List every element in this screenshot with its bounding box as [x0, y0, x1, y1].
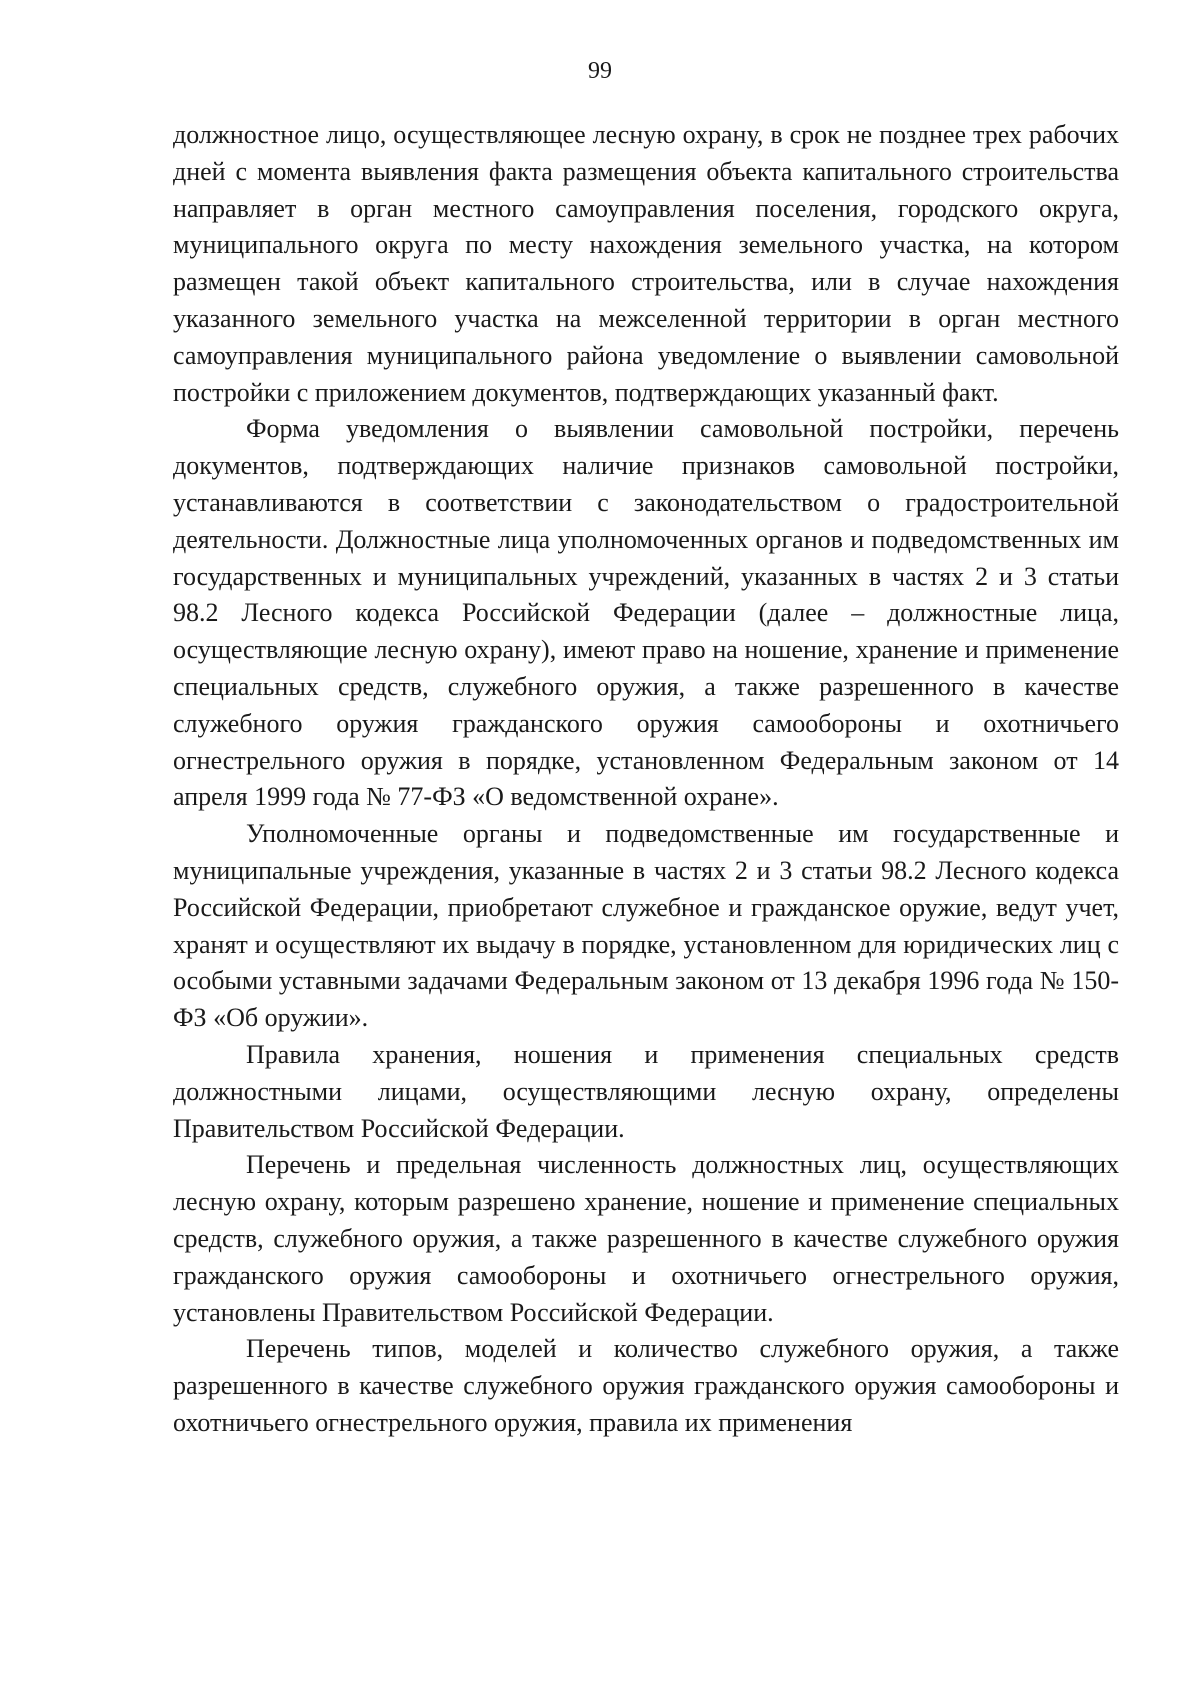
- paragraph-1: должностное лицо, осуществляющее лесную охрану, в срок не позднее трех рабочих дней с момента выявления факта размещения объекта капитального строительства направляет в орган местного самоуправления поселения, городского округа, муниципального округа по месту нахождения земельного участка, на котором размещен такой объект капитального строительства, или в случае нахождения указанного земельного участка на межселенной территории в орган местного самоуправления муниципального района уведомление о выявлении самовольной постройки с приложением документов, подтверждающих указанный факт.: [173, 120, 1119, 407]
- paragraph-4: Правила хранения, ношения и применения специальных средств должностными лицами, осуществляющими лесную охрану, определены Правительством Российской Федерации.: [173, 1039, 1119, 1143]
- document-body: [173, 117, 1119, 1442]
- paragraph-3: Уполномоченные органы и подведомственные им государственные и муниципальные учреждения, указанные в частях 2 и 3 статьи 98.2 Лесного кодекса Российской Федерации, приобретают служебное и гражданское оружие, ведут учет, хранят и осуществляют их выдачу в порядке, установленном для юридических лиц с особыми уставными задачами Федеральным законом от 13 декабря 1996 года № 150-ФЗ «Об оружии».: [173, 819, 1119, 1033]
- paragraph-6: Перечень типов, моделей и количество служебного оружия, а также разрешенного в качестве служебного оружия гражданского оружия самообороны и охотничьего огнестрельного оружия, правила их применения: [173, 1334, 1119, 1437]
- paragraph-5: Перечень и предельная численность должностных лиц, осуществляющих лесную охрану, которым разрешено хранение, ношение и применение специальных средств, служебного оружия, а также разрешенного в качестве служебного оружия гражданского оружия самообороны и охотничьего огнестрельного оружия, установлены Правительством Российской Федерации.: [173, 1150, 1119, 1327]
- page-number: 99: [588, 58, 612, 84]
- paragraph-2: Форма уведомления о выявлении самовольной постройки, перечень документов, подтверждающих наличие признаков самовольной постройки, устанавливаются в соответствии с законодательством о градостроительной деятельности. Должностные лица уполномоченных органов и подведомственных им государственных и муниципальных учреждений, указанных в частях 2 и 3 статьи 98.2 Лесного кодекса Российской Федерации (далее – должностные лица, осуществляющие лесную охрану), имеют право на ношение, хранение и применение специальных средств, служебного оружия, а также разрешенного в качестве служебного оружия гражданского оружия самообороны и охотничьего огнестрельного оружия в порядке, установленном Федеральным законом от 14 апреля 1999 года № 77-ФЗ «О ведомственной охране».: [173, 414, 1119, 812]
